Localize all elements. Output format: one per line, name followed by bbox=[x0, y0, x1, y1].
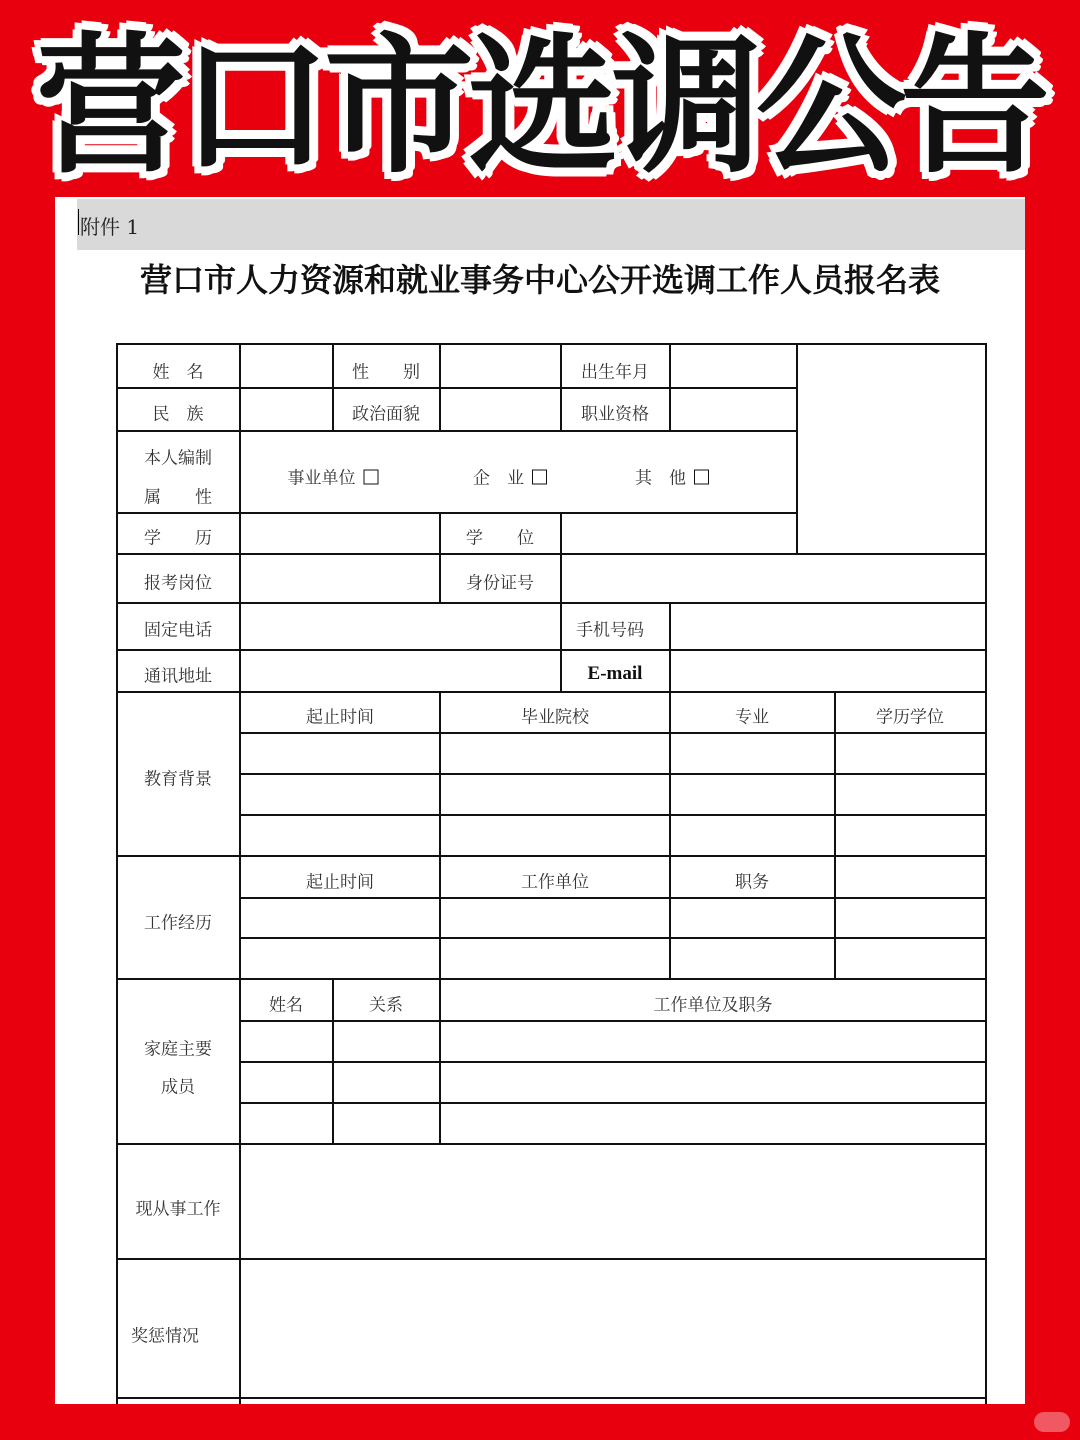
option-other[interactable]: 其 他 bbox=[635, 464, 709, 489]
label-edu-background: 教育背景 bbox=[144, 769, 212, 790]
checkbox-enterprise[interactable] bbox=[532, 470, 547, 485]
header-family-unit: 工作单位及职务 bbox=[653, 995, 773, 1016]
option-public-institution[interactable]: 事业单位 bbox=[288, 464, 379, 489]
header-family-relation: 关系 bbox=[369, 995, 403, 1016]
form-title: 营口市人力资源和就业事务中心公开选调工作人员报名表 bbox=[139, 261, 940, 299]
label-education: 学 历 bbox=[144, 528, 212, 549]
label-degree: 学 位 bbox=[466, 528, 534, 549]
label-mobile: 手机号码 bbox=[576, 620, 644, 641]
label-awards: 奖惩情况 bbox=[131, 1326, 199, 1347]
attachment-label: 附件 1 bbox=[80, 211, 139, 240]
label-family-1: 家庭主要 bbox=[144, 1039, 212, 1060]
header-edu-degree: 学历学位 bbox=[876, 707, 944, 728]
label-gender: 性 别 bbox=[352, 362, 420, 383]
watermark-badge bbox=[1034, 1412, 1070, 1432]
header-work-duty: 职务 bbox=[735, 872, 769, 893]
label-ethnicity: 民 族 bbox=[152, 404, 204, 425]
banner-title: 营口市选调公告 bbox=[35, 20, 1044, 194]
checkbox-public-institution[interactable] bbox=[364, 470, 379, 485]
label-political-status: 政治面貌 bbox=[352, 404, 420, 425]
checkbox-other[interactable] bbox=[694, 470, 709, 485]
label-staffing-2: 属 性 bbox=[144, 487, 212, 508]
header-edu-school: 毕业院校 bbox=[521, 707, 589, 728]
label-position: 报考岗位 bbox=[144, 573, 212, 594]
label-current-work: 现从事工作 bbox=[135, 1199, 221, 1220]
label-work-history: 工作经历 bbox=[144, 913, 212, 934]
label-family-2: 成员 bbox=[161, 1077, 195, 1098]
label-id-number: 身份证号 bbox=[466, 573, 534, 594]
header-work-unit: 工作单位 bbox=[521, 872, 589, 893]
label-phone: 固定电话 bbox=[144, 620, 212, 641]
label-birth: 出生年月 bbox=[581, 362, 649, 383]
header-edu-major: 专业 bbox=[735, 707, 769, 728]
label-staffing-1: 本人编制 bbox=[144, 448, 212, 469]
header-family-name: 姓名 bbox=[269, 995, 303, 1016]
option-enterprise[interactable]: 企 业 bbox=[473, 464, 547, 489]
label-email: E-mail bbox=[587, 663, 643, 684]
label-name: 姓 名 bbox=[152, 362, 204, 383]
header-edu-period: 起止时间 bbox=[306, 707, 374, 728]
header-work-period: 起止时间 bbox=[306, 872, 374, 893]
label-address: 通讯地址 bbox=[144, 666, 212, 687]
label-qualification: 职业资格 bbox=[581, 404, 649, 425]
form-document bbox=[55, 197, 1025, 1404]
